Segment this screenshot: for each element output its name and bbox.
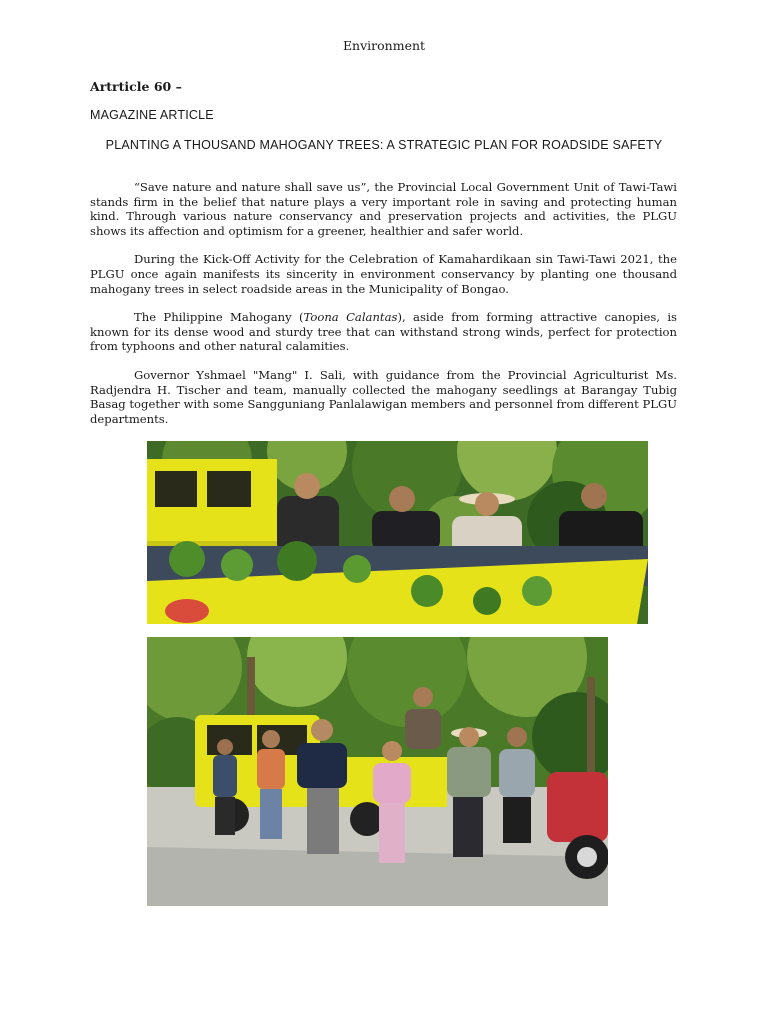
paragraph-3 [90,310,677,354]
paragraph-4: Governor Yshmael "Mang" I. Sali, with guidance from the Provincial Agriculturist Ms. Radjendra H. Tischer and team, manually collected the mahogany seedlings at Barangay Tubig Basag together with some Sangguniang Panlalawigan members and personnel from different PLGU departments. [90,367,677,426]
paragraph-3-end: ), aside from forming attractive canopies, is known for its dense wood and sturdy tree that can withstand strong winds, perfect for protection from typhoons and other natural calamities. [90,310,678,354]
running-header: Environment [342,38,426,53]
photo-group-beside-truck [147,637,608,906]
article-number: Artrticle 60 – [90,79,182,94]
photo-group-illustration [147,637,608,906]
photo-truck-bed-illustration [147,441,648,624]
article-title: PLANTING A THOUSAND MAHOGANY TREES: A STRATEGIC PLAN FOR ROADSIDE SAFETY [105,138,663,152]
paragraph-1: “Save nature and nature shall save us”, the Provincial Local Government Unit of Tawi-Tawi stands firm in the belief that nature plays a very important role in saving and protecting human kind. Through various nature conservancy and preservation projects and activities, the PLGU shows its affection and optimism for a greener, healthier and safer world. [90,180,677,238]
article-body [90,180,677,440]
article-type: MAGAZINE ARTICLE [90,108,214,122]
photo-truck-bed-seedlings [147,441,648,624]
paragraph-2: During the Kick-Off Activity for the Celebration of Kamahardikaan sin Tawi-Tawi 2021, the PLGU once again manifests its sincerity in environment conservancy by planting one thousand mahogany trees in select roadside areas in the Municipality of Bongao. [90,252,677,296]
paragraph-3-start: The Philippine Mahogany ( [134,310,304,325]
species-name: Toona Calantas [303,310,398,325]
